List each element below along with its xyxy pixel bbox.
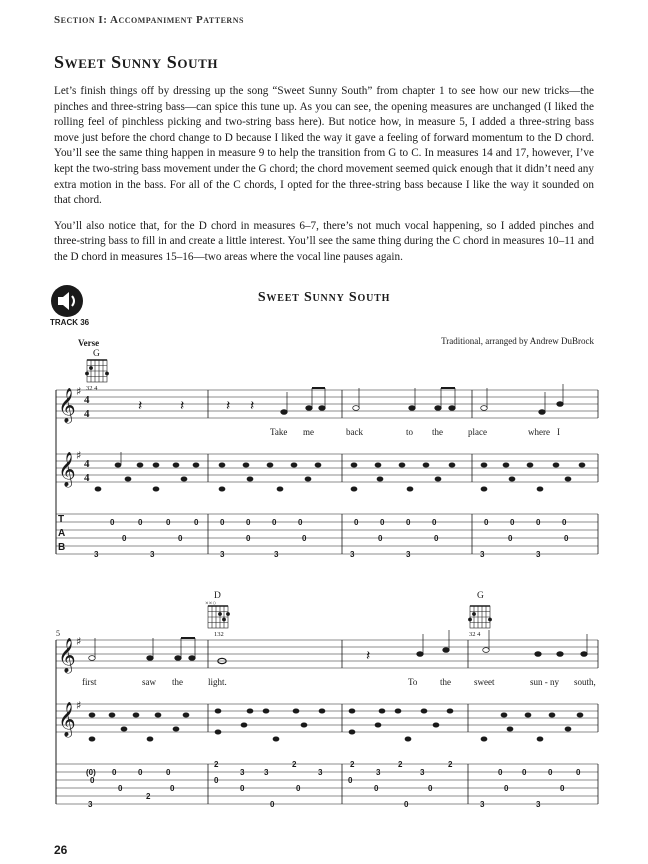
- guitar-staff-1: [56, 454, 598, 482]
- tab-letter: A: [58, 528, 66, 539]
- svg-text:0: 0: [214, 776, 219, 785]
- svg-text:3: 3: [88, 800, 93, 809]
- svg-text:(0): (0): [86, 768, 96, 777]
- svg-text:3: 3: [480, 550, 485, 559]
- svg-text:0: 0: [380, 518, 385, 527]
- svg-text:𝄽: 𝄽: [138, 398, 143, 414]
- song-title: Sweet Sunny South: [54, 52, 219, 72]
- tab-letter: T: [58, 514, 65, 525]
- svg-text:2: 2: [398, 760, 403, 769]
- svg-text:0: 0: [122, 534, 127, 543]
- svg-text:0: 0: [536, 518, 541, 527]
- svg-text:0: 0: [272, 518, 277, 527]
- section-header: Section I: Accompaniment Patterns: [54, 14, 244, 26]
- lyrics-2: [82, 677, 596, 687]
- page-number: 26: [54, 843, 68, 857]
- sharp-icon: ♯: [76, 449, 82, 462]
- sharp-icon: ♯: [76, 699, 82, 712]
- sharp-icon: ♯: [76, 385, 82, 398]
- lyric-word: first: [82, 677, 97, 687]
- svg-text:0: 0: [90, 776, 95, 785]
- guitar-staff-2: [56, 704, 598, 732]
- svg-text:3: 3: [318, 768, 323, 777]
- svg-text:0: 0: [178, 534, 183, 543]
- lyric-word: where: [528, 427, 550, 437]
- lyric-word: sun - ny: [530, 677, 559, 687]
- svg-text:0: 0: [504, 784, 509, 793]
- lyric-word: sweet: [474, 677, 495, 687]
- svg-text:0: 0: [220, 518, 225, 527]
- time-sig-bottom: 4: [84, 408, 90, 420]
- chord-diagram-d: [208, 606, 230, 628]
- svg-text:0: 0: [246, 534, 251, 543]
- svg-text:3: 3: [536, 550, 541, 559]
- svg-text:0: 0: [508, 534, 513, 543]
- svg-text:0: 0: [166, 518, 171, 527]
- svg-text:0: 0: [484, 518, 489, 527]
- svg-text:0: 0: [112, 768, 117, 777]
- svg-text:0: 0: [240, 784, 245, 793]
- svg-text:0: 0: [406, 518, 411, 527]
- svg-text:0: 0: [296, 784, 301, 793]
- svg-text:0: 0: [302, 534, 307, 543]
- time-sig-bottom: 4: [84, 472, 90, 484]
- chord-name: G: [93, 349, 100, 359]
- vocal-notes-1: [281, 384, 564, 414]
- svg-text:𝄽: 𝄽: [366, 648, 371, 664]
- svg-text:0: 0: [348, 776, 353, 785]
- chord-fingering: 32 4: [86, 385, 98, 392]
- svg-text:3: 3: [480, 800, 485, 809]
- svg-text:0: 0: [270, 800, 275, 809]
- svg-text:2: 2: [214, 760, 219, 769]
- lyric-word: me: [303, 427, 314, 437]
- svg-text:2: 2: [146, 792, 151, 801]
- svg-text:0: 0: [110, 518, 115, 527]
- clef-glyphs: [58, 385, 81, 738]
- svg-text:0: 0: [194, 518, 199, 527]
- tab-numbers-2: [86, 760, 581, 809]
- svg-text:0: 0: [246, 518, 251, 527]
- svg-text:0: 0: [354, 518, 359, 527]
- svg-text:2: 2: [292, 760, 297, 769]
- svg-text:𝄽: 𝄽: [180, 398, 185, 414]
- chord-fingering: 32 4: [469, 631, 481, 638]
- svg-text:3: 3: [240, 768, 245, 777]
- treble-clef-icon: 𝄞: [58, 388, 76, 423]
- svg-text:3: 3: [220, 550, 225, 559]
- svg-text:0: 0: [562, 518, 567, 527]
- svg-text:0: 0: [374, 784, 379, 793]
- svg-text:𝄽: 𝄽: [226, 398, 231, 414]
- svg-text:0: 0: [498, 768, 503, 777]
- svg-text:3: 3: [264, 768, 269, 777]
- svg-text:3: 3: [376, 768, 381, 777]
- chord-name: G: [477, 591, 484, 601]
- svg-text:0: 0: [378, 534, 383, 543]
- svg-text:3: 3: [406, 550, 411, 559]
- measure-number: 5: [56, 629, 60, 638]
- chord-diagram-g: [468, 606, 491, 628]
- guitar-notes-1: [95, 452, 585, 491]
- arranger-credit: Traditional, arranged by Andrew DuBrock: [441, 336, 594, 346]
- lyric-word: south,: [574, 677, 596, 687]
- svg-text:0: 0: [298, 518, 303, 527]
- lyric-word: to: [406, 427, 414, 437]
- chord-diagram-g: [85, 360, 108, 382]
- treble-clef-icon: 𝄞: [58, 702, 76, 737]
- svg-text:0: 0: [166, 768, 171, 777]
- svg-text:0: 0: [404, 800, 409, 809]
- svg-text:0: 0: [118, 784, 123, 793]
- lyric-word: the: [432, 427, 443, 437]
- svg-text:0: 0: [576, 768, 581, 777]
- chord-muted: ××○: [205, 600, 217, 607]
- lyric-word: I: [557, 427, 560, 437]
- treble-clef-icon: 𝄞: [58, 452, 76, 487]
- music-title: Sweet Sunny South: [257, 290, 391, 305]
- lyric-word: saw: [142, 677, 156, 687]
- chord-fingering: 132: [214, 631, 224, 638]
- svg-text:0: 0: [138, 518, 143, 527]
- lyrics-1: [270, 427, 560, 437]
- svg-text:2: 2: [448, 760, 453, 769]
- tab-letter: B: [58, 542, 66, 553]
- svg-text:0: 0: [510, 518, 515, 527]
- paragraph-2: You’ll also notice that, for the D chord in measures 6–7, there’s not much vocal happening, so I added pinches and three-string bass to fill in and create a little interest. You’ll see the same thing during the C chord in measures 10–11 and the D chord in measures 15–16—two areas where the vocal line pauses again.: [54, 219, 594, 263]
- time-sig-top: 4: [84, 458, 90, 470]
- svg-text:3: 3: [536, 800, 541, 809]
- lyric-word: the: [172, 677, 183, 687]
- treble-clef-icon: 𝄞: [58, 638, 76, 673]
- vocal-staff-2: [56, 640, 598, 668]
- svg-text:0: 0: [548, 768, 553, 777]
- lyric-word: light.: [208, 677, 227, 687]
- svg-text:3: 3: [420, 768, 425, 777]
- lyric-word: To: [408, 677, 418, 687]
- paragraph-1: Let’s finish things off by dressing up the song “Sweet Sunny South” from chapter 1 to see how our new tricks—the pinches and three-string bass—can spice this tune up. As you can see, the opening measures are unchanged (I liked the rolling feel of pinchless picking and two-string bass here). But notice how, in measure 5, I added a three-string bass move just before the chord change to D because I liked the way it gave a feeling of forward momentum to the D chord. You’ll see the same thing happen in measure 9 to help the transition from G to C. In measures 14 and 17, however, I’ve kept the two-string bass movement under the G chord; the chord movement seemed quick enough that it didn’t need any extra motion in the bass. For all of the C chords, I opted for the three-string bass because I like the way it sounded on that chord.: [54, 85, 594, 207]
- svg-text:𝄽: 𝄽: [250, 398, 255, 414]
- sharp-icon: ♯: [76, 635, 82, 648]
- svg-text:2: 2: [350, 760, 355, 769]
- svg-text:3: 3: [94, 550, 99, 559]
- lyric-word: the: [440, 677, 451, 687]
- svg-text:0: 0: [432, 518, 437, 527]
- lyric-word: place: [468, 427, 487, 437]
- verse-label: Verse: [78, 338, 100, 348]
- chord-name: D: [214, 591, 221, 601]
- svg-text:0: 0: [138, 768, 143, 777]
- svg-text:3: 3: [274, 550, 279, 559]
- svg-text:0: 0: [560, 784, 565, 793]
- lyric-word: Take: [270, 427, 288, 437]
- svg-text:0: 0: [522, 768, 527, 777]
- svg-text:0: 0: [428, 784, 433, 793]
- svg-text:0: 0: [170, 784, 175, 793]
- svg-text:3: 3: [150, 550, 155, 559]
- svg-text:3: 3: [350, 550, 355, 559]
- time-sig-top: 4: [84, 394, 90, 406]
- tab-numbers-1: [94, 518, 569, 559]
- lyric-word: back: [346, 427, 363, 437]
- svg-text:0: 0: [434, 534, 439, 543]
- track-label: TRACK 36: [50, 318, 90, 327]
- svg-text:0: 0: [564, 534, 569, 543]
